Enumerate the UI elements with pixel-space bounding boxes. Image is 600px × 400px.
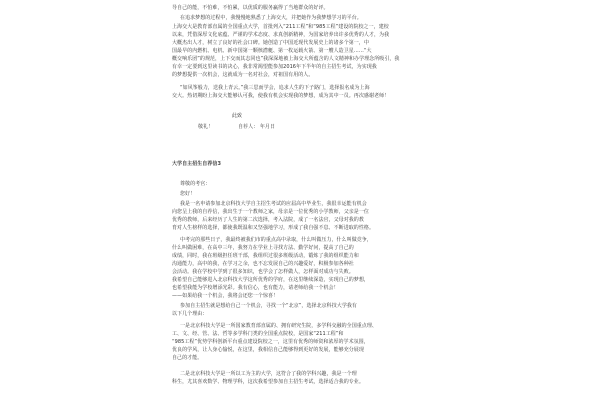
paragraph-line: “如风筝般力，送我上青云。”我三思而学会，追求人生的下子路门，选择报名成为上海: [180, 85, 370, 91]
paragraph-line: 的梦想提供一次机会，这就成为一名对社会，对祖国有用的人。: [172, 72, 314, 78]
paragraph-line: 交大。热切期盼上海交大能够认可我，使我有机会实现我的梦想，成为其中一员。再次感谢老师！: [172, 93, 390, 99]
paragraph-line: 我是一名申请参加北京科技大学自主招生考试的应届高中毕业生，我很幸运能有机会: [180, 201, 367, 207]
paragraph-line: 育对人生榜样的选择，都使我既温和又坚强地学习，形成了我自强不息、不断进取的性格。: [172, 225, 375, 231]
section-title: 大学自主招生自荐信3: [172, 161, 221, 167]
greeting: 您好！: [180, 191, 196, 197]
paragraph-line: 科生，尤其喜欢数学、物理学科，这次我希望参加自主招生考试，选择适合我的专业。: [172, 379, 364, 385]
paragraph-line: “985工程”优势学科创新平台重点建设院校之一，这里有优秀的师资和浓厚的学术氛围，: [172, 339, 369, 345]
document-page: [172, 0, 428, 400]
signature-line: 自荐人： 年月日: [238, 124, 275, 130]
paragraph-line: 会活动。我在学校中学到了很多知识，也学会了怎样做人，怎样面对成功与失败。: [172, 269, 354, 275]
paragraph-line: 向您呈上我的自荐信，我出生于一个教师之家，母亲是一位优秀的小学教师，父亲是一位: [172, 209, 369, 215]
paragraph-line: 在追求梦想的过程中，我慢慢地熟悉了上海交大，并把她作为我梦想学习的平台。: [180, 15, 362, 21]
paragraph-line: ——如果给我一个机会，我将会还您一个惊喜！: [172, 293, 279, 299]
paragraph-line: 什么叫做困难，在高中三年，我努力在学业上寻找方法、勤学好问，提高了自己的: [172, 245, 354, 251]
paragraph-line: 大概杰出人才，树立了良好的社会口碑。她创造了中国近现代发展史上的诸多个第一，中: [172, 40, 369, 46]
paragraph-line: 优秀的教师，后来经历了人生的第二次选择，考入法院，成了一名法官，父母对我的教: [172, 217, 364, 223]
paragraph-line: 国最早的内燃机、电机、新中国第一颗核潜艇、第一枚运载火箭、第一艘人造卫星……“大: [172, 48, 372, 54]
paragraph-line: 成绩，同时，我在班级担任班干部，我组织过很多班级活动，锻炼了我的组织能力和: [172, 253, 359, 259]
paragraph-line: 有幸一定要到这里读书的决心，我非常渴望能参加2016年下半年的自主招生考试，为实现我: [172, 64, 377, 70]
paragraph-line: 导自己的能，不怕难，不怕累，以优质的服务赢得了当地群众的好评。: [172, 5, 329, 11]
paragraph-line: 二是北京科技大学是一所以工为主的大学，这符合了我的学科兴趣，我是一个理: [180, 371, 357, 377]
paragraph-line: 上海交大是教育部直属的全国重点大学，首批列入“211工程”和“985工程”建设的院校之一，建校: [172, 24, 389, 30]
paragraph-line: 工、文、经、管、法、哲等多学科门类的全国重点院校，是国家“211工程”和: [172, 331, 344, 337]
paragraph-line: 参加自主招生就是想给自己一个机会，寻找一个“北京”，选择北京科技大学我有: [180, 303, 357, 309]
salutation: 敬礼！: [198, 124, 214, 130]
paragraph-line: 以下几个理由：: [172, 311, 208, 317]
greeting: 尊敬的考官：: [180, 181, 211, 187]
paragraph-line: 沟通能力，高中的我，在学习之余，也不忘发展自己的兴趣爱好，积极参加各种社: [172, 261, 354, 267]
paragraph-line: 一是北京科技大学是一所国家教育部直属的、拥有研究生院，多学科交融的全国重点理、: [180, 323, 377, 329]
paragraph-line: 也希望我能为学校增添光彩。我有信心，也有能力，请老师给我一个机会！: [172, 285, 339, 291]
paragraph-line: 概交响乐团”的规范，上下交而其志同也”我深深地被上海交大所蕴含的人文精神和办学理念所吸引，我: [172, 56, 400, 62]
paragraph-line: 中考完的那些日子，我最终被我们市的重点高中录取，什么叫做压力，什么叫做竞争，: [180, 237, 372, 243]
closing-text: 此致: [232, 113, 243, 119]
paragraph-line: 我希望自己能够进入北京科技大学这所优秀的学府，在这里继续深造，实现自己的梦想，: [172, 277, 369, 283]
paragraph-line: 优良的学风，让人身心愉悦，在这里，我相信自己能够得到更好的发展，能够充分展现: [172, 347, 364, 353]
paragraph-line: 以来，凭借深厚文化底蕴、严谨的学术态度、求真创新精神，为国家培养出许多优秀的人才，为我: [172, 32, 390, 38]
paragraph-line: 自己的才能。: [172, 355, 203, 361]
